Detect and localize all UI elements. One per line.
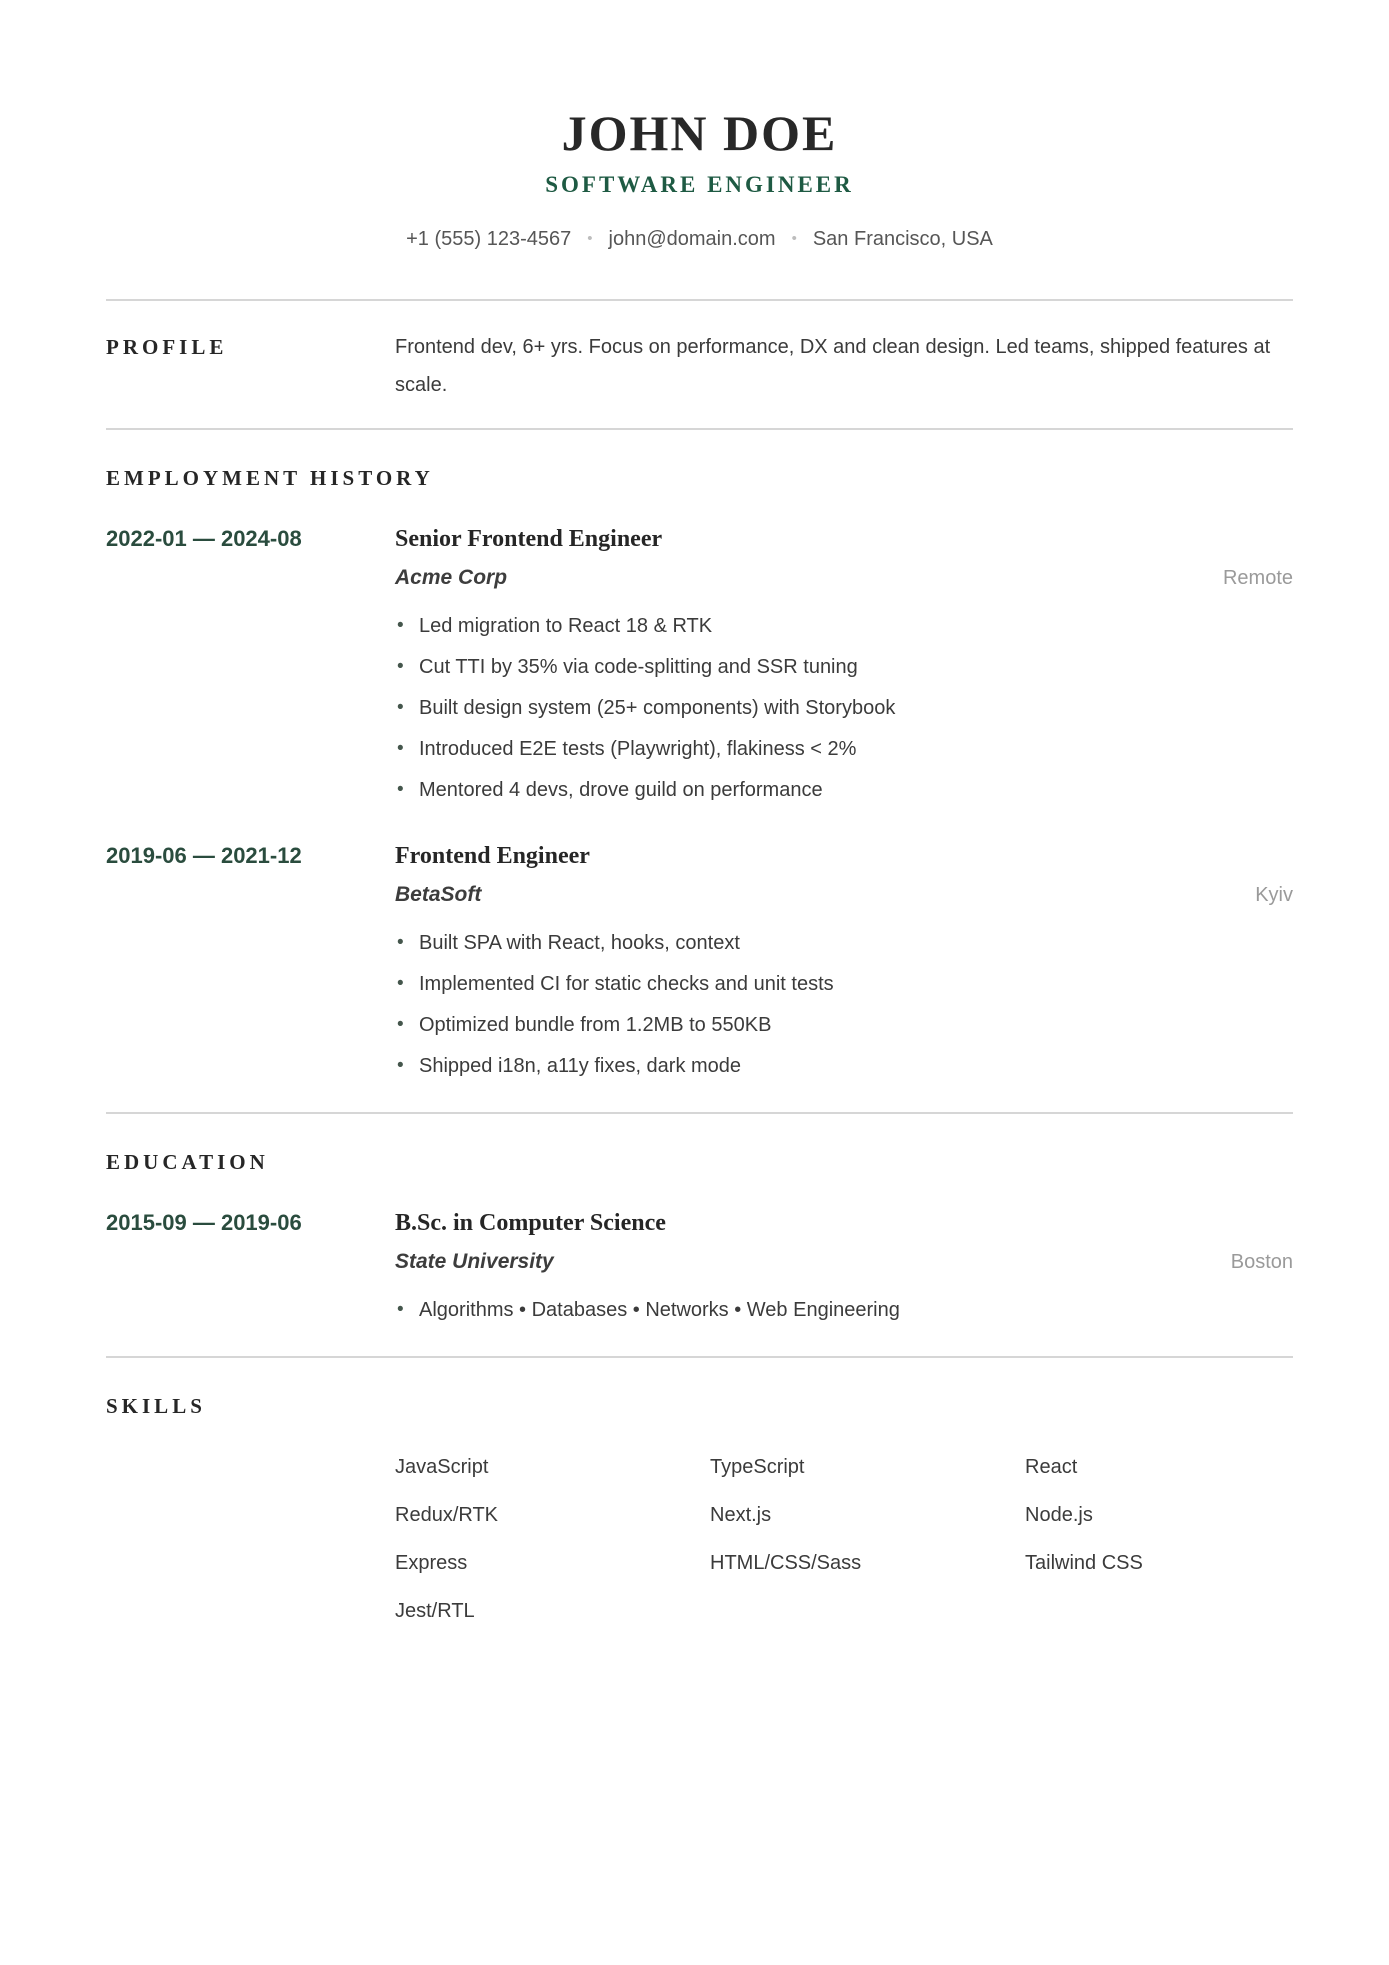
- job-bullet: • Shipped i18n, a11y fixes, dark mode: [395, 1046, 1293, 1087]
- job-bullet: • Cut TTI by 35% via code-splitting and SSR tuning: [395, 647, 1293, 688]
- job-dates: 2019-06 — 2021-12: [106, 843, 302, 868]
- job-bullet: • Mentored 4 devs, drove guild on performance: [395, 770, 1293, 811]
- profile-text: Frontend dev, 6+ yrs. Focus on performance, DX and clean design. Led teams, shipped features at scale.: [395, 336, 1271, 396]
- education-bullet-list: [395, 1290, 1293, 1331]
- job-bullet: • Built design system (25+ components) with Storybook: [395, 688, 1293, 729]
- skill-item: JavaScript: [395, 1456, 489, 1478]
- job-bullet-list: [395, 923, 1293, 1087]
- contact-separator-dot: •: [791, 230, 797, 247]
- job-bullet: • Optimized bundle from 1.2MB to 550KB: [395, 1005, 1293, 1046]
- education-bullet: • Algorithms • Databases • Networks • Web Engineering: [395, 1290, 1293, 1331]
- contact-email: john@domain.com: [608, 228, 776, 250]
- resume-header: [106, 0, 1293, 252]
- education-degree-title: B.Sc. in Computer Science: [395, 1210, 666, 1236]
- job-location: Kyiv: [1255, 884, 1293, 906]
- education-entry: [106, 1208, 1293, 1331]
- education-section: [106, 1114, 1293, 1356]
- job-company-row: [395, 881, 1293, 909]
- education-section-label: EDUCATION: [106, 1150, 269, 1174]
- job-entry: [106, 524, 1293, 811]
- job-bullet: • Implemented CI for static checks and unit tests: [395, 964, 1293, 1005]
- education-dates: 2015-09 — 2019-06: [106, 1210, 302, 1235]
- contact-location: San Francisco, USA: [812, 228, 993, 250]
- education-location: Boston: [1230, 1251, 1293, 1273]
- skill-item: Express: [395, 1552, 468, 1574]
- job-position-title: Senior Frontend Engineer: [395, 526, 663, 552]
- employment-section: [106, 430, 1293, 1112]
- skill-item: Tailwind CSS: [1025, 1552, 1143, 1574]
- skill-item: Next.js: [710, 1504, 772, 1526]
- education-details: [395, 1208, 1293, 1331]
- job-dates: 2022-01 — 2024-08: [106, 526, 302, 551]
- person-name: JOHN DOE: [561, 105, 838, 161]
- job-bullet-list: [395, 606, 1293, 811]
- contact-row: [106, 226, 1293, 252]
- profile-section-label: PROFILE: [106, 335, 228, 359]
- skill-item: HTML/CSS/Sass: [710, 1552, 862, 1574]
- employment-section-label: EMPLOYMENT HISTORY: [106, 466, 434, 490]
- job-bullet: • Built SPA with React, hooks, context: [395, 923, 1293, 964]
- skill-item: TypeScript: [710, 1456, 805, 1478]
- person-job-title: SOFTWARE ENGINEER: [545, 172, 854, 197]
- job-entry: [106, 841, 1293, 1087]
- education-school: State University: [395, 1250, 554, 1273]
- skills-grid: [395, 1454, 1340, 1624]
- contact-separator-dot: •: [587, 230, 593, 247]
- job-bullet: • Led migration to React 18 & RTK: [395, 606, 1293, 647]
- skill-item: Redux/RTK: [395, 1504, 499, 1526]
- job-company: Acme Corp: [395, 566, 508, 589]
- contact-phone: +1 (555) 123-4567: [406, 228, 572, 250]
- job-company-row: [395, 564, 1293, 592]
- education-school-row: [395, 1248, 1293, 1276]
- skills-section: [106, 1358, 1293, 1649]
- job-details: [395, 841, 1293, 1087]
- job-details: [395, 524, 1293, 811]
- skill-item: Node.js: [1025, 1504, 1093, 1526]
- profile-section: [106, 301, 1293, 428]
- job-position-title: Frontend Engineer: [395, 843, 590, 869]
- job-bullet: • Introduced E2E tests (Playwright), flakiness < 2%: [395, 729, 1293, 770]
- skills-section-label: SKILLS: [106, 1394, 206, 1418]
- skill-item: Jest/RTL: [395, 1600, 475, 1622]
- job-location: Remote: [1222, 567, 1293, 589]
- job-company: BetaSoft: [395, 883, 482, 906]
- skill-item: React: [1025, 1456, 1078, 1478]
